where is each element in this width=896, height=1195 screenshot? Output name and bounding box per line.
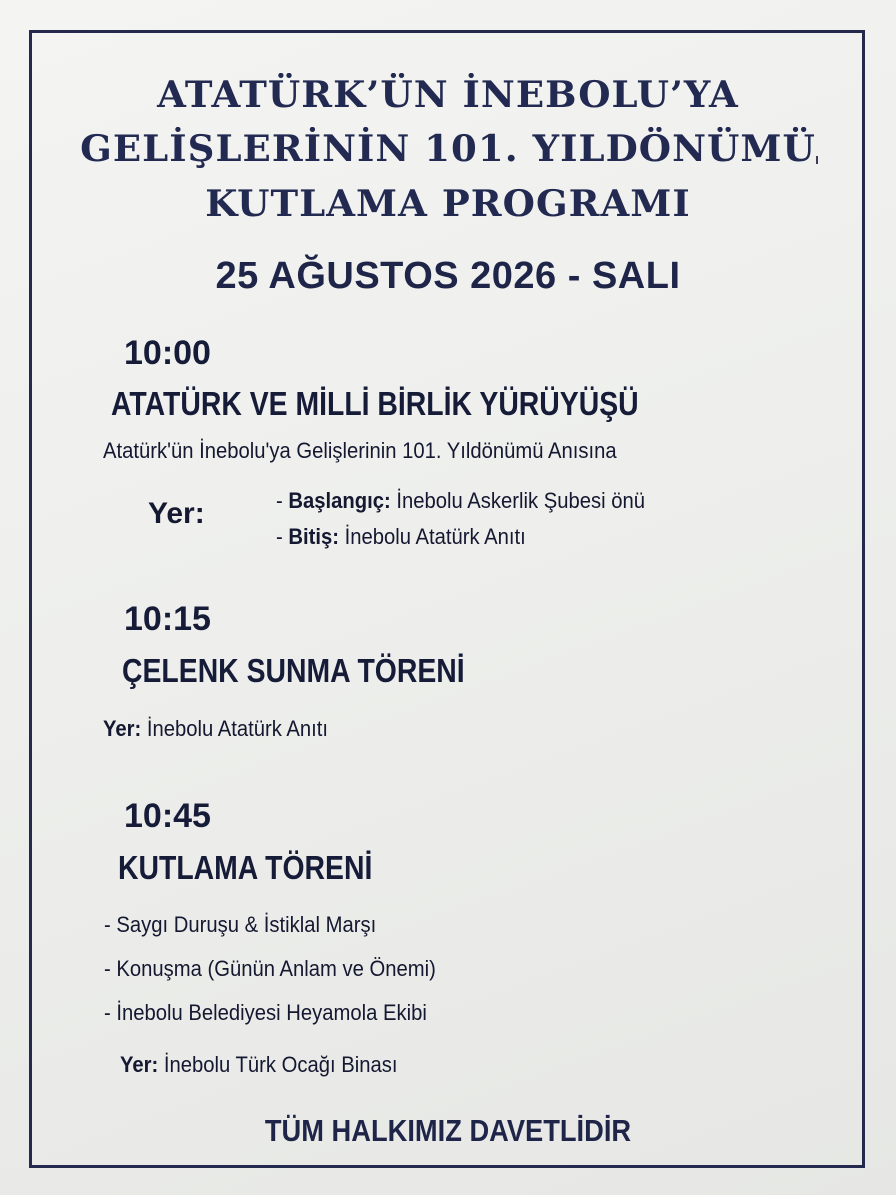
event-3-location-value: İnebolu Türk Ocağı Binası xyxy=(158,1052,398,1077)
event-1-time: 10:00 xyxy=(124,334,211,372)
event-3-location-label: Yer: xyxy=(120,1052,159,1077)
end-label: Bitiş: xyxy=(288,524,339,549)
event-2-location-label: Yer: xyxy=(103,716,142,741)
event-2-location xyxy=(103,716,328,742)
event-3-item: - Saygı Duruşu & İstiklal Marşı xyxy=(104,912,377,937)
title-line-1: ATATÜRK’ÜN İNEBOLU’YA xyxy=(157,74,739,116)
event-3-item: - Konuşma (Günün Anlam ve Önemi) xyxy=(104,956,436,981)
start-dash: - xyxy=(276,488,289,513)
event-3-location xyxy=(120,1052,398,1078)
event-1-title: ATATÜRK VE MİLLİ BİRLİK YÜRÜYÜŞÜ xyxy=(111,385,639,422)
event-3-time: 10:45 xyxy=(124,797,211,835)
event-3-item: - İnebolu Belediyesi Heyamola Ekibi xyxy=(104,1000,427,1025)
invitation-footer: TÜM HALKIMIZ DAVETLİDİR xyxy=(264,1113,632,1148)
end-value: İnebolu Atatürk Anıtı xyxy=(338,524,526,549)
event-3-title: KUTLAMA TÖRENİ xyxy=(118,849,373,886)
event-2-title: ÇELENK SUNMA TÖRENİ xyxy=(122,652,465,689)
start-value: İnebolu Askerlik Şubesi önü xyxy=(390,488,646,513)
event-2-location-value: İnebolu Atatürk Anıtı xyxy=(141,716,329,741)
start-label: Başlangıç: xyxy=(288,488,391,513)
title-line-2: GELİŞLERİNİN 101. YILDÖNÜMÜ xyxy=(80,128,816,170)
event-1-start-location xyxy=(276,488,645,514)
event-2-time: 10:15 xyxy=(124,600,211,638)
title-line-3: KUTLAMA PROGRAMI xyxy=(205,183,691,225)
event-date: 25 AĞUSTOS 2026 - SALI xyxy=(215,255,681,297)
end-dash: - xyxy=(276,524,289,549)
event-1-location-label: Yer: xyxy=(148,497,205,530)
event-1-subtitle: Atatürk'ün İnebolu'ya Gelişlerinin 101. Yıldönümü Anısına xyxy=(103,438,617,463)
event-1-end-location xyxy=(276,524,526,550)
